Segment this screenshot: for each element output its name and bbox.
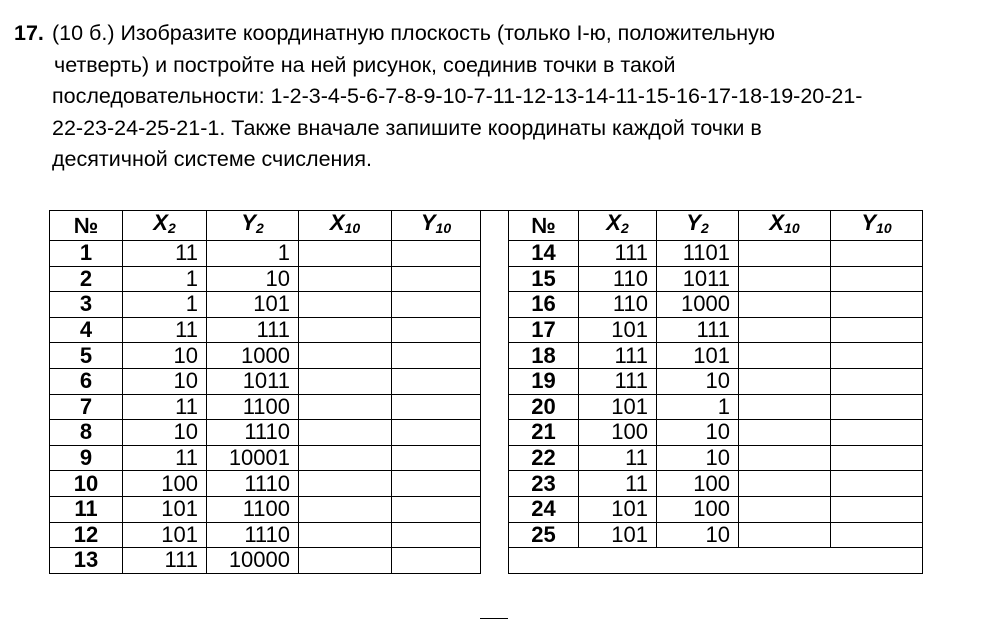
point-number-cell: 14 (509, 241, 579, 267)
point-number-cell: 16 (509, 292, 579, 318)
y2-cell: 1110 (207, 522, 299, 548)
x10-cell (739, 266, 831, 292)
empty-row (509, 548, 923, 574)
header-y2: $Y_2$ (207, 211, 299, 241)
table-row (50, 343, 481, 369)
table-row (50, 496, 481, 522)
x2-cell: 11 (123, 241, 207, 267)
y2-cell: 1011 (657, 266, 739, 292)
point-number-cell: 9 (50, 445, 123, 471)
point-number-cell: 22 (509, 445, 579, 471)
x10-cell (739, 394, 831, 420)
x2-cell: 111 (579, 241, 657, 267)
y2-cell: 10 (657, 445, 739, 471)
x2-cell: 11 (579, 445, 657, 471)
y10-cell (392, 445, 481, 471)
coordinates-table-right (508, 210, 923, 574)
table-row (50, 317, 481, 343)
y2-cell: 100 (657, 496, 739, 522)
point-number-cell: 1 (50, 241, 123, 267)
x10-cell (739, 343, 831, 369)
table-row (509, 317, 923, 343)
header-y2: $Y_2$ (657, 211, 739, 241)
table-row (50, 394, 481, 420)
table-row (509, 496, 923, 522)
y2-cell: 1011 (207, 368, 299, 394)
problem-text (52, 18, 994, 176)
x10-cell (299, 471, 392, 497)
x2-cell: 110 (579, 292, 657, 318)
table-row (50, 522, 481, 548)
table-row (50, 266, 481, 292)
x10-cell (299, 548, 392, 574)
table-row (509, 343, 923, 369)
x2-cell: 101 (123, 496, 207, 522)
y10-cell (392, 343, 481, 369)
problem-line: десятичной системе счисления. (52, 147, 373, 171)
y10-cell (831, 317, 923, 343)
point-number-cell: 19 (509, 368, 579, 394)
point-number-cell: 5 (50, 343, 123, 369)
point-number-cell: 10 (50, 471, 123, 497)
x2-cell: 11 (579, 471, 657, 497)
y2-cell: 10 (207, 266, 299, 292)
header-x2: $X_2$ (123, 211, 207, 241)
y10-cell (831, 292, 923, 318)
point-number-cell: 24 (509, 496, 579, 522)
point-number-cell: 21 (509, 420, 579, 446)
x10-cell (739, 445, 831, 471)
point-number-cell: 2 (50, 266, 123, 292)
x2-cell: 100 (579, 420, 657, 446)
y10-cell (831, 266, 923, 292)
x2-cell: 11 (123, 394, 207, 420)
y10-cell (831, 522, 923, 548)
y2-cell: 111 (657, 317, 739, 343)
y2-cell: 1110 (207, 471, 299, 497)
x2-cell: 101 (579, 317, 657, 343)
x10-cell (739, 292, 831, 318)
y10-cell (831, 420, 923, 446)
table-row (509, 368, 923, 394)
x2-cell: 1 (123, 292, 207, 318)
table-row (50, 445, 481, 471)
point-number-cell: 4 (50, 317, 123, 343)
table-row (509, 445, 923, 471)
table-row (50, 420, 481, 446)
x2-cell: 101 (579, 522, 657, 548)
y10-cell (392, 368, 481, 394)
point-number-cell: 23 (509, 471, 579, 497)
x10-cell (739, 368, 831, 394)
point-number-cell: 3 (50, 292, 123, 318)
coordinates-table-left (49, 210, 481, 574)
point-number-cell: 13 (50, 548, 123, 574)
x10-cell (739, 241, 831, 267)
table-row (509, 471, 923, 497)
table-row (50, 368, 481, 394)
y2-cell: 101 (207, 292, 299, 318)
x2-cell: 100 (123, 471, 207, 497)
y10-cell (392, 394, 481, 420)
problem-line: 22-23-24-25-21-1. Также вначале запишите координаты каждой точки в (52, 115, 762, 140)
header-x2: $X_2$ (579, 211, 657, 241)
y2-cell: 1000 (657, 292, 739, 318)
y10-cell (831, 241, 923, 267)
y2-cell: 1 (657, 394, 739, 420)
x10-cell (739, 420, 831, 446)
header-x10: $X_{10}$ (299, 211, 392, 241)
point-number-cell: 12 (50, 522, 123, 548)
point-number-cell: 8 (50, 420, 123, 446)
table-gap (480, 210, 508, 619)
x10-cell (299, 292, 392, 318)
table-header-row (50, 211, 481, 241)
table-row (50, 548, 481, 574)
x10-cell (299, 496, 392, 522)
y10-cell (392, 522, 481, 548)
y2-cell: 100 (657, 471, 739, 497)
y2-cell: 101 (657, 343, 739, 369)
point-number-cell: 25 (509, 522, 579, 548)
point-number-cell: 17 (509, 317, 579, 343)
table-header-row (509, 211, 923, 241)
x2-cell: 101 (123, 522, 207, 548)
x10-cell (299, 317, 392, 343)
y2-cell: 111 (207, 317, 299, 343)
x2-cell: 1 (123, 266, 207, 292)
x2-cell: 10 (123, 368, 207, 394)
x10-cell (299, 522, 392, 548)
y2-cell: 10001 (207, 445, 299, 471)
x10-cell (299, 394, 392, 420)
table-row (509, 394, 923, 420)
y2-cell: 10 (657, 368, 739, 394)
y2-cell: 10 (657, 420, 739, 446)
x2-cell: 101 (579, 394, 657, 420)
x10-cell (299, 420, 392, 446)
problem-number: 17. (14, 21, 44, 45)
problem-statement (14, 18, 994, 176)
x2-cell: 110 (579, 266, 657, 292)
table-row (509, 241, 923, 267)
y2-cell: 10 (657, 522, 739, 548)
header-x10: $X_{10}$ (739, 211, 831, 241)
problem-line: четверть) и постройте на ней рисунок, соединив точки в такой (54, 52, 676, 77)
problem-line: (10 б.) Изобразите координатную плоскость (только I-ю, положительную (52, 21, 776, 45)
x2-cell: 11 (123, 445, 207, 471)
header-number: № (50, 211, 123, 241)
point-number-cell: 15 (509, 266, 579, 292)
y10-cell (392, 292, 481, 318)
y10-cell (392, 496, 481, 522)
point-number-cell: 7 (50, 394, 123, 420)
y2-cell: 1 (207, 241, 299, 267)
y10-cell (392, 420, 481, 446)
point-number-cell: 11 (50, 496, 123, 522)
y10-cell (831, 368, 923, 394)
x10-cell (299, 368, 392, 394)
y2-cell: 10000 (207, 548, 299, 574)
y10-cell (392, 241, 481, 267)
y10-cell (831, 496, 923, 522)
table-row (509, 292, 923, 318)
y2-cell: 1110 (207, 420, 299, 446)
empty-cell (509, 548, 923, 574)
x10-cell (299, 445, 392, 471)
y2-cell: 1101 (657, 241, 739, 267)
x10-cell (299, 266, 392, 292)
y2-cell: 1000 (207, 343, 299, 369)
y10-cell (831, 471, 923, 497)
point-number-cell: 20 (509, 394, 579, 420)
x2-cell: 101 (579, 496, 657, 522)
x10-cell (739, 471, 831, 497)
x2-cell: 111 (579, 343, 657, 369)
y10-cell (831, 394, 923, 420)
x10-cell (739, 496, 831, 522)
point-number-cell: 18 (509, 343, 579, 369)
x2-cell: 111 (579, 368, 657, 394)
y10-cell (392, 266, 481, 292)
y10-cell (831, 445, 923, 471)
y10-cell (392, 317, 481, 343)
y2-cell: 1100 (207, 496, 299, 522)
y10-cell (392, 471, 481, 497)
x2-cell: 10 (123, 343, 207, 369)
y10-cell (831, 343, 923, 369)
problem-line: последовательности: 1-2-3-4-5-6-7-8-9-10-7-11-12-13-14-11-15-16-17-18-19-20-21- (52, 84, 863, 108)
x10-cell (739, 317, 831, 343)
x10-cell (299, 343, 392, 369)
table-row (50, 471, 481, 497)
table-row (50, 292, 481, 318)
header-y10: $Y_{10}$ (392, 211, 481, 241)
y2-cell: 1100 (207, 394, 299, 420)
header-y10: $Y_{10}$ (831, 211, 923, 241)
table-row (509, 420, 923, 446)
point-number-cell: 6 (50, 368, 123, 394)
x2-cell: 10 (123, 420, 207, 446)
x10-cell (739, 522, 831, 548)
y10-cell (392, 548, 481, 574)
x2-cell: 111 (123, 548, 207, 574)
table-row (509, 266, 923, 292)
table-row (50, 241, 481, 267)
table-row (509, 522, 923, 548)
header-number: № (509, 211, 579, 241)
x10-cell (299, 241, 392, 267)
x2-cell: 11 (123, 317, 207, 343)
